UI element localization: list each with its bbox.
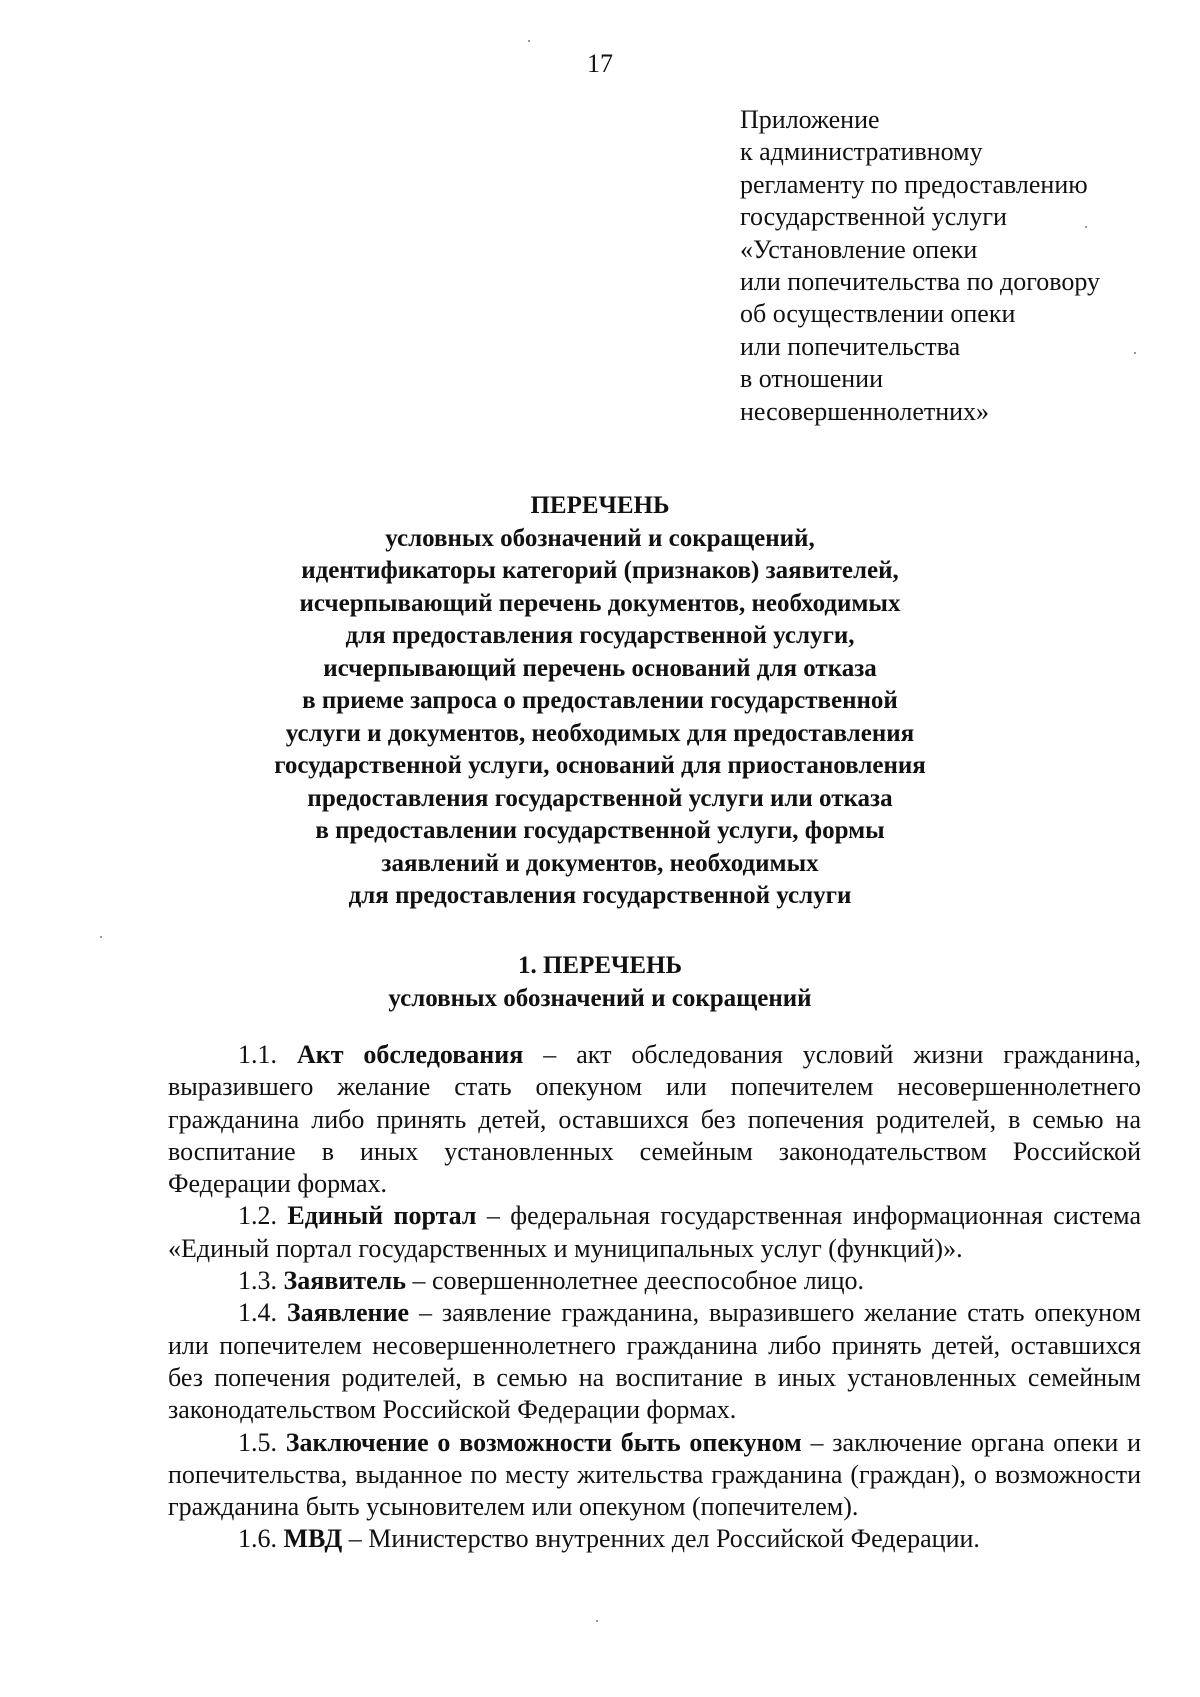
definition-term: Заявитель	[283, 1266, 406, 1296]
definition-term: Единый портал	[287, 1201, 477, 1231]
scan-speck	[596, 1620, 598, 1622]
definition-number: 1.4.	[238, 1298, 277, 1328]
definition-number: 1.3.	[238, 1266, 277, 1296]
title-line: государственной услуги, оснований для приостановления	[274, 752, 926, 779]
title-line: для предоставления государственной услуги,	[345, 622, 855, 649]
appendix-line: государственной услуги	[740, 202, 1007, 232]
definition-term: МВД	[283, 1524, 343, 1554]
appendix-line: регламенту по предоставлению	[740, 169, 1088, 199]
title-line: для предоставления государственной услуги	[348, 882, 852, 909]
definition-text: – Министерство внутренних дел Российской Федерации.	[342, 1524, 980, 1554]
title-line: идентификаторы категорий (признаков) заявителей,	[301, 557, 899, 584]
definition-term: Заключение о возможности быть опекуном	[285, 1427, 802, 1457]
appendix-line: к административному	[740, 137, 983, 167]
definition-item	[168, 1200, 1141, 1265]
document-title	[150, 490, 1050, 913]
definition-number: 1.2.	[238, 1201, 277, 1231]
scan-speck	[1085, 226, 1087, 228]
title-line: ПЕРЕЧЕНЬ	[530, 492, 670, 519]
page-number: 17	[587, 49, 613, 78]
definition-number: 1.6.	[238, 1524, 277, 1554]
definition-item	[168, 1427, 1141, 1524]
section-subheading: условных обозначений и сокращений	[388, 985, 812, 1012]
appendix-header	[740, 104, 1180, 428]
definition-item	[168, 1297, 1141, 1426]
definition-text: – акт обследования условий жизни гражданина, выразившего желание стать опекуном или попечителем несовершеннолетнего гражданина либо принять детей, оставшихся без попечения родителей, в семью на воспитание в иных установленных семейным законодательством Российской Федерации формах.	[168, 1040, 1141, 1199]
title-line: заявлений и документов, необходимых	[381, 849, 819, 877]
section-heading-number: 1. ПЕРЕЧЕНЬ	[517, 952, 683, 979]
definition-text: – заключение органа опеки и попечительства, выданное по месту жительства гражданина (граждан), о возможности гражданина быть усыновителем или опекуном (попечителем).	[168, 1427, 1141, 1522]
definition-term: Заявление	[286, 1298, 410, 1328]
title-line: предоставления государственной услуги или отказа	[307, 784, 893, 812]
appendix-line: несовершеннолетних»	[740, 396, 990, 426]
title-line: услуги и документов, необходимых для предоставления	[285, 719, 915, 747]
scan-speck	[528, 40, 530, 42]
appendix-line: Приложение	[740, 105, 880, 134]
scan-speck	[100, 936, 102, 938]
title-line: исчерпывающий перечень документов, необходимых	[299, 589, 901, 617]
definition-item	[168, 1265, 1141, 1297]
definition-number: 1.1.	[238, 1040, 277, 1069]
definition-text: – совершеннолетнее дееспособное лицо.	[405, 1266, 864, 1296]
appendix-line: или попечительства по договору	[740, 267, 1101, 297]
title-line: в приеме запроса о предоставлении государственной	[302, 687, 898, 714]
appendix-line: или попечительства	[740, 331, 961, 361]
appendix-line: об осуществлении опеки	[740, 299, 1016, 329]
appendix-line: «Установление опеки	[740, 234, 978, 264]
definition-item	[168, 1039, 1141, 1200]
definition-number: 1.5.	[238, 1427, 277, 1457]
definition-item	[168, 1523, 1141, 1555]
definition-text: – заявление гражданина, выразившего желание стать опекуном или попечителем несовершеннолетнего гражданина либо принять детей, оставшихся без попечения родителей, в семью на воспитание в иных установленных семейным законодательством Российской Федерации формах.	[168, 1298, 1141, 1425]
definition-text: – федеральная государственная информационная система «Единый портал государственных и муниципальных услуг (функций)».	[168, 1201, 1141, 1263]
title-line: условных обозначений и сокращений,	[385, 524, 815, 552]
definition-term: Акт обследования	[296, 1040, 524, 1069]
title-line: исчерпывающий перечень оснований для отказа	[323, 654, 877, 682]
scan-speck	[1134, 352, 1136, 354]
appendix-line: в отношении	[740, 364, 884, 394]
section-heading	[150, 949, 1050, 1015]
title-line: в предоставлении государственной услуги, формы	[315, 817, 885, 844]
definitions-list	[168, 1039, 1141, 1556]
